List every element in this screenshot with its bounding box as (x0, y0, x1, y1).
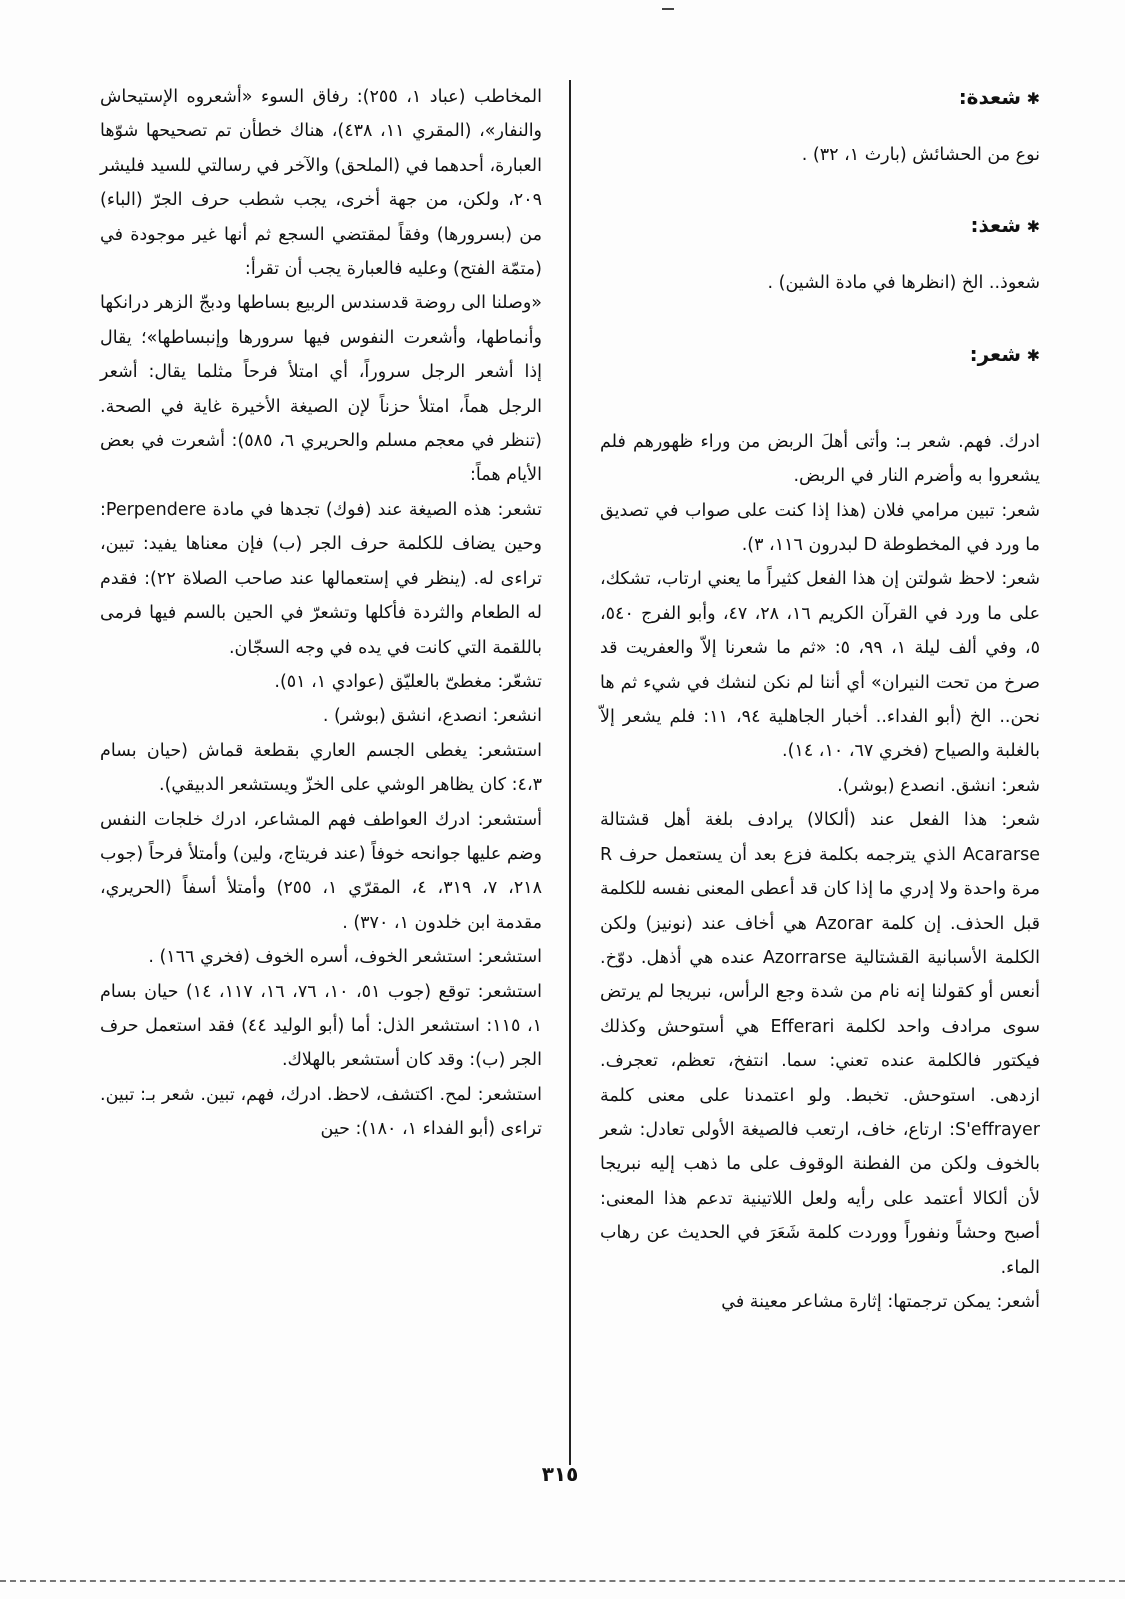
paragraph: شعر: لاحظ شولتن إن هذا الفعل كثيراً ما يعني ارتاب، تشكك، على ما ورد في القرآن الكريم ١٦، ٢٨، ٤٧، وأبو الفرج ٥٤٠، ٥، وفي ألف ليلة ١، ٩٩، ٥: «ثم ما شعرنا إلاّ والعفريت قد صرخ من تحت النيران» أي أننا لم نكن لنشك في شيء ثم ها نحن.. الخ (أبو الفداء.. أخبار الجاهلية ٩٤، ١١: فلم يشعر إلاّ بالغلبة والصياح (فخري ٦٧، ١٠، ١٤). (600, 569, 1041, 762)
right-column (600, 80, 1040, 1319)
paragraph: شعر: تبين مرامي فلان (هذا إذا كنت على صواب في تصديق ما ورد في المخطوطة D لبدرون ١١٦، ٣). (600, 500, 1040, 556)
paragraph: تشعر: هذه الصيغة عند (فوك) تجدها في مادة Perpendere: وحين يضاف للكلمة حرف الجر (ب) فإن معناها يفيد: تبين، تراءى له. (ينظر في إستعمالها عند صاحب الصلاة ٢٢): فقدم له الطعام والثردة فأكلها وتشعرّ في الحين بالسم فيها فرمى باللقمة التي كانت في يده في وجه السجّان. (100, 499, 542, 658)
asterisk-icon: ✱ (1021, 345, 1040, 365)
top-mark (662, 8, 674, 10)
entry-heading (600, 337, 1040, 373)
paragraph: ادرك. فهم. شعر بـ: وأتى أهلَ الربض من وراء ظهورهم فلم يشعروا به وأضرم النار في الربض. (600, 431, 1040, 487)
headword: شعر: (969, 341, 1022, 366)
headword: شعدة: (958, 85, 1022, 109)
entry-definition: نوع من الحشائش (بارث ١، ٣٢) . (801, 145, 1040, 165)
asterisk-icon: ✱ (1021, 217, 1040, 237)
paragraph: استشعر: توقع (جوب ٥١، ١٠، ٧٦، ١٦، ١١٧، ١٤) حيان بسام ١، ١١٥: استشعر الذل: أما (أبو الوليد ٤٤) فقد استعمل حرف الجر (ب): وقد كان أستشعر بالهلاك. (100, 981, 543, 1071)
column-divider (569, 80, 571, 1465)
page-number: ٣١٥ (541, 1462, 579, 1486)
paragraph: أشعر: يمكن ترجمتها: إثارة مشاعر معينة في (721, 1291, 1040, 1312)
paragraph: «وصلنا الى روضة قدسندس الربيع بساطها ودبجّ الزهر درانكها وأنماطها، وأشعرت النفوس فيها سرورها وإنبساطها»؛ يقال إذا أشعر الرجل سروراً، أي امتلأ فرحاً مثلما يقال: أشعر الرجل هماً، امتلأ حزناً لإن الصيغة الأخيرة غاية في الصحة. (تنظر في معجم مسلم والحريري ٦، ٥٨٥): أشعرت في بعض الأيام هماً: (100, 293, 542, 486)
entry-heading (600, 208, 1040, 244)
entry-definition: شعوذ.. الخ (انظرها في مادة الشين) . (767, 273, 1040, 294)
paragraph: تشعّر: مغطىّ بالعليّق (عوادي ١، ٥١). (274, 671, 542, 692)
left-column (100, 80, 542, 1147)
entry-heading (600, 80, 1040, 116)
paragraph: أستشعر: ادرك العواطف فهم المشاعر، ادرك خلجات النفس وضم عليها جوانحه خوفاً (عند فريتاج، ولين) وأمتلأ فرحاً (جوب ٢١٨، ٧، ٣١٩، ٤، المقرّي ١، ٢٥٥) وأمتلأ أسفاً (الحريري، مقدمة ابن خلدون ١، ٣٧٠) . (100, 809, 543, 933)
paragraph: انشعر: انصدع، انشق (بوشر) . (322, 706, 542, 727)
paragraph: استشعر: يغطى الجسم العاري بقطعة قماش (حيان بسام ٤،٣: كان يظاهر الوشي على الخزّ ويستشعر الدبيقي). (100, 740, 542, 796)
paragraph: المخاطب (عباد ١، ٢٥٥): رفاق السوء «أشعروه الإستيحاش والنفار»، (المقري ١١، ٤٣٨)، هناك خطأن تم تصحيحها شوّها العبارة، أحدهما في (الملحق) والآخر في رسالتي للسيد فليشر ٢٠٩، ولكن، من جهة أخرى، يجب شطب حرف الجرّ (الباء) من (بسرورها) وفقاً لمقتضي السجع ثم أنها غير موجودة في (متمّة الفتح) وعليه فالعبارة يجب أن تقرأ: (100, 87, 543, 280)
paragraph: استشعر: لمح. اكتشف، لاحظ. ادرك، فهم، تبين. شعر بـ: تبين. تراءى (أبو الفداء ١، ١٨٠): حين (100, 1084, 542, 1140)
scan-edge-rule (0, 1580, 1125, 1582)
paragraph: استشعر: استشعر الخوف، أسره الخوف (فخري ١٦٦) . (148, 947, 542, 968)
asterisk-icon: ✱ (1021, 89, 1040, 108)
headword: شعذ: (970, 213, 1022, 238)
paragraph: شعر: انشق. انصدع (بوشر). (837, 775, 1040, 796)
paragraph: شعر: هذا الفعل عند (ألكالا) يرادف بلغة أهل قشتالة Acararse الذي يترجمه بكلمة فزع بعد أن يستعمل حرف R مرة واحدة ولا إدري ما إذا كان قد أعطى المعنى نفسه للكلمة قبل الحذف. إن كلمة Azorar هي أخاف عند (نونيز) ولكن الكلمة الأسبانية القشتالية Azorrarse عنده هي أذهل. دوّخ. أنعس أو كقولنا إنه نام من شدة وجع الرأس، نبريجا لم يرتض سوى مرادف واحد لكلمة Efferari هي أستوحش وكذلك فيكتور فالكلمة عنده تعني: سما. انتفخ، تعظم، تعجرف. ازدهى. استوحش. تخبط. ولو اعتمدنا على معنى كلمة S'effrayer: ارتاع، خاف، ارتعب فالصيغة الأولى تعادل: شعر بالخوف ولكن من الفطنة الوقوف على ما ذهب إليه نبريجا لأن ألكالا أعتمد على رأيه ولعل اللاتينية تدعم هذا المعنى: أصبح وحشاً ونفوراً ووردت كلمة شَعَرَ في الحديث عن رهاب الماء. (600, 810, 1040, 1278)
